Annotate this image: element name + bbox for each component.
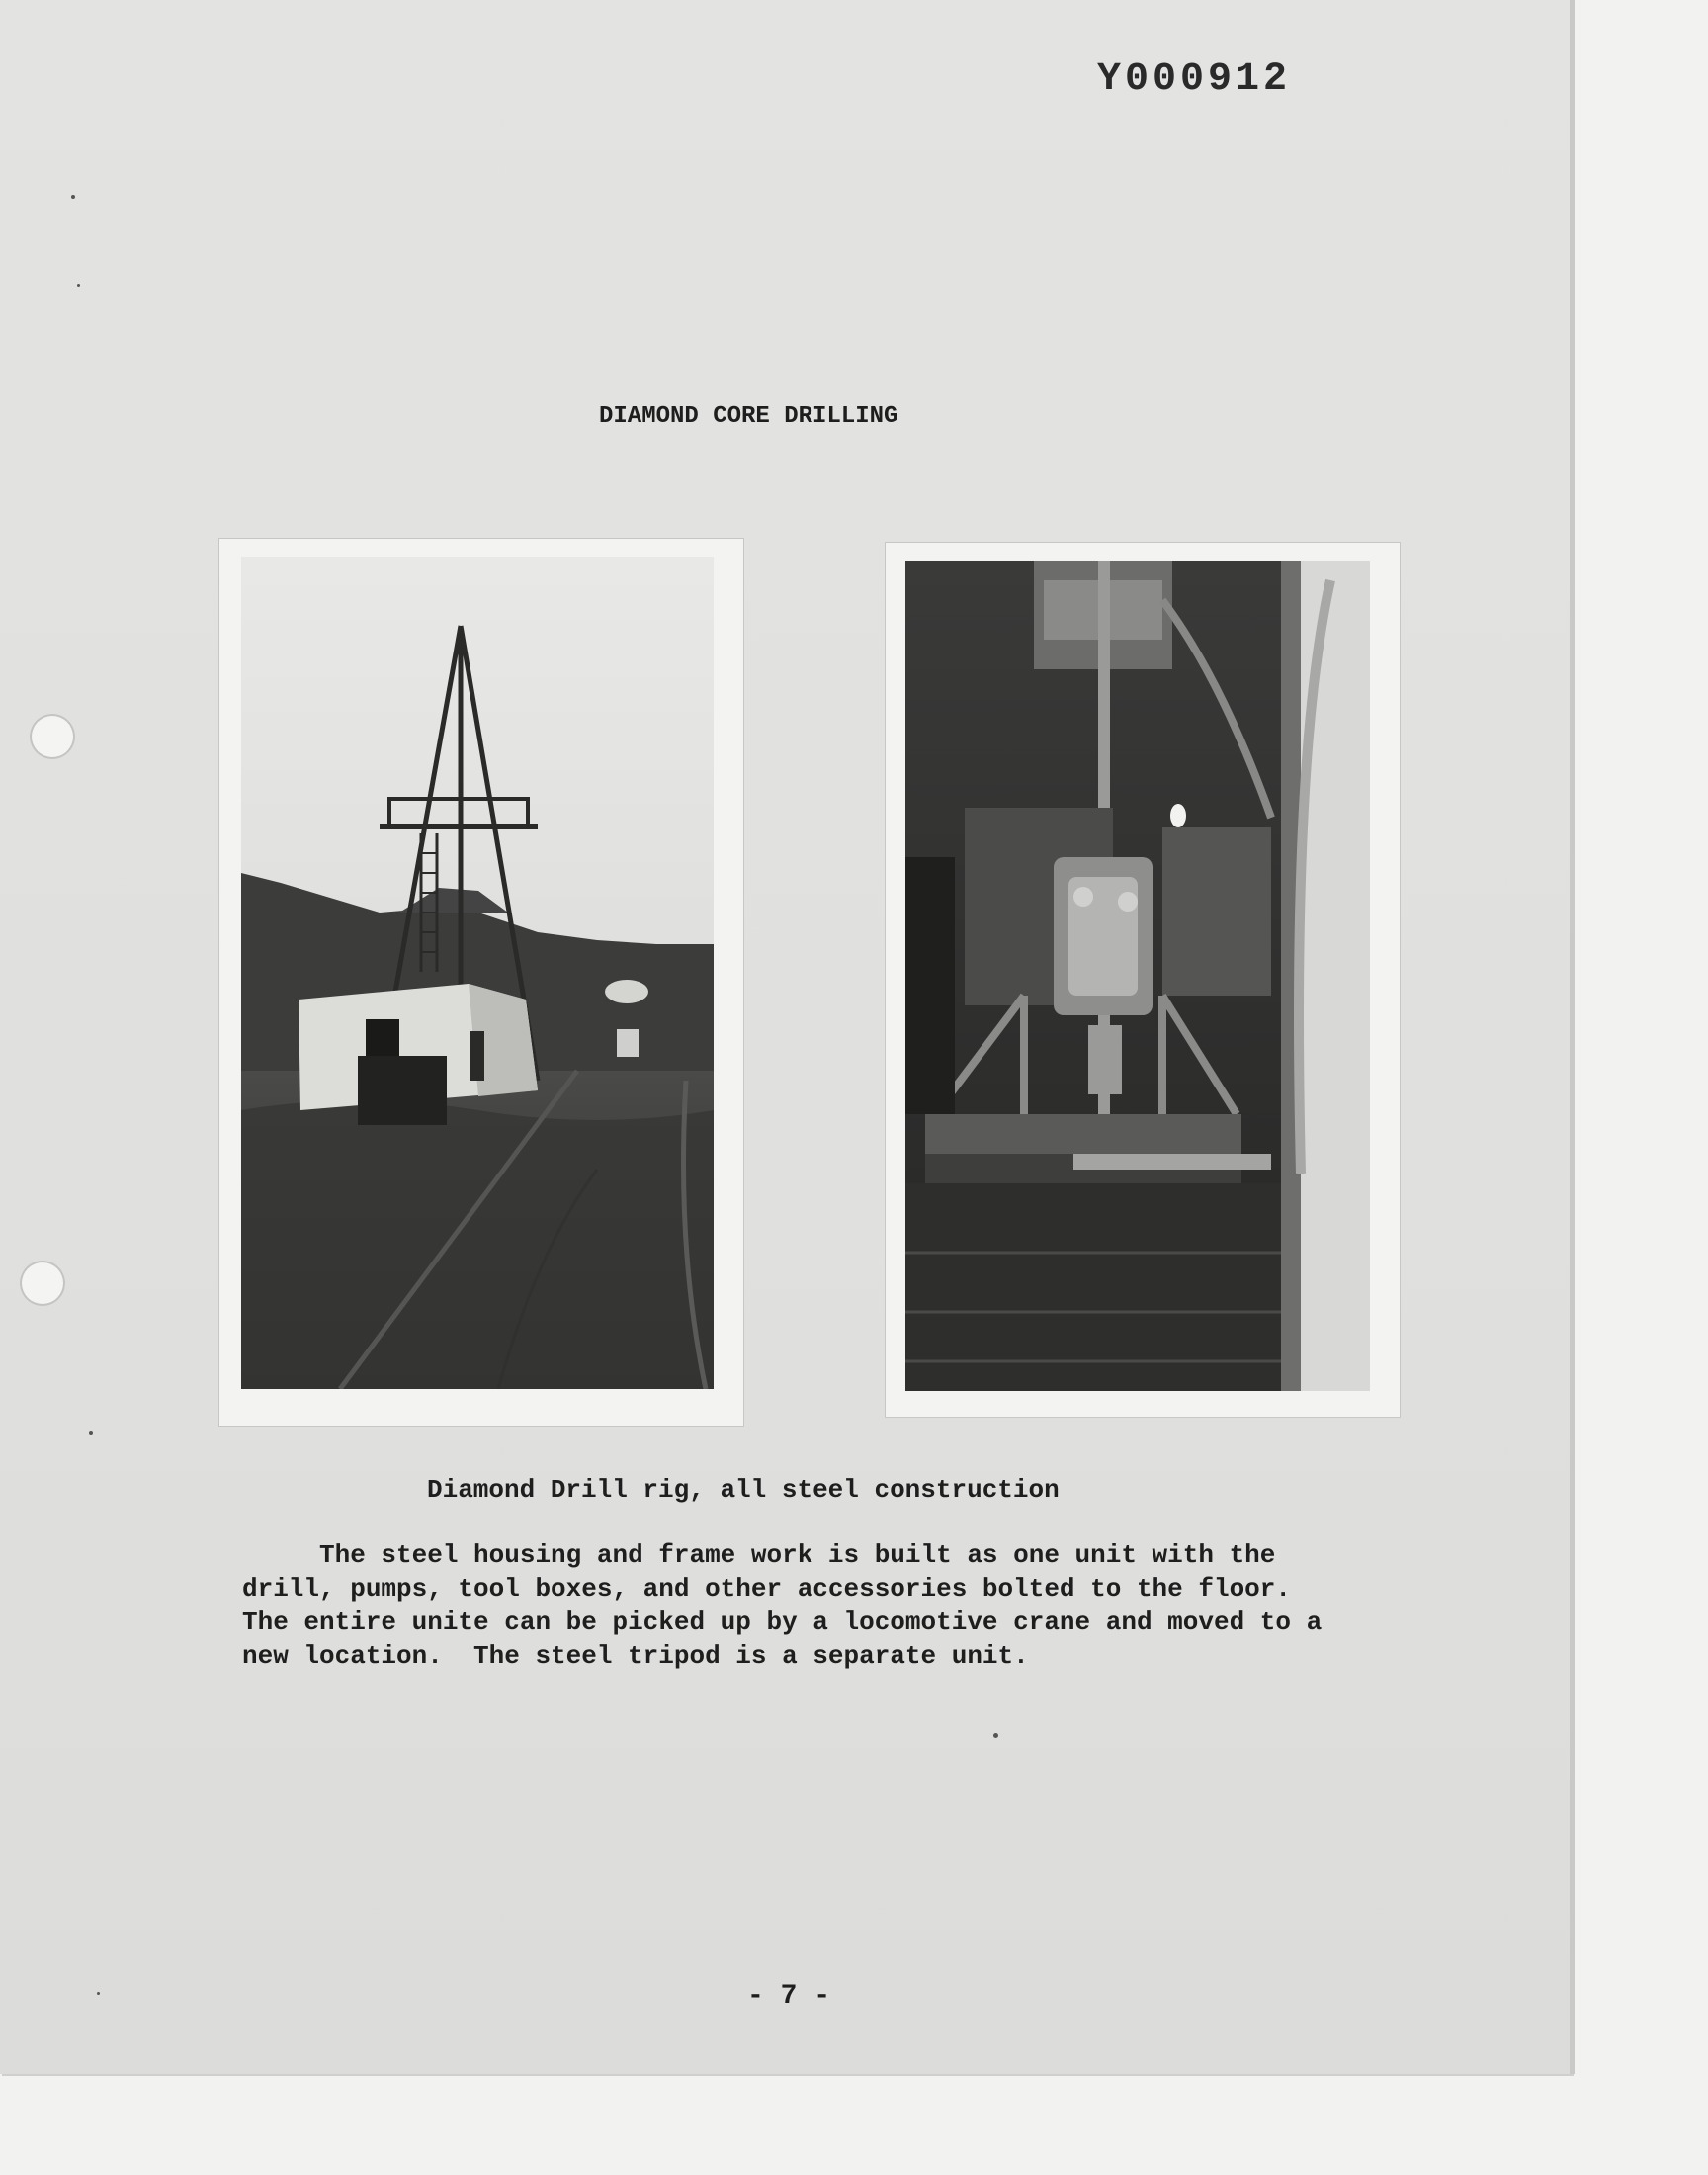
speck <box>71 195 75 199</box>
speck <box>97 1992 100 1995</box>
page-number: - 7 - <box>747 1981 831 2012</box>
punch-hole-bottom <box>20 1261 65 1306</box>
speck <box>89 1431 93 1435</box>
body-line: The entire unite can be picked up by a locomotive crane and moved to a <box>242 1608 1323 1637</box>
page-title: DIAMOND CORE DRILLING <box>599 403 898 430</box>
body-paragraph <box>242 1538 1428 1673</box>
speck <box>993 1733 998 1738</box>
photo-drill-interior <box>905 561 1370 1391</box>
photo-outdoor-drill-rig <box>241 557 714 1389</box>
document-stamp-number: Y000912 <box>1097 57 1292 102</box>
body-line: drill, pumps, tool boxes, and other accessories bolted to the floor. <box>242 1574 1291 1604</box>
photo-mount-left <box>219 539 743 1426</box>
photo-mount-right <box>886 543 1400 1417</box>
page-edge <box>1570 0 1575 2074</box>
speck <box>77 284 80 287</box>
body-line: new location. The steel tripod is a separate unit. <box>242 1641 1029 1671</box>
body-line: The steel housing and frame work is built as one unit with the <box>242 1540 1276 1570</box>
photo-caption: Diamond Drill rig, all steel construction <box>427 1475 1060 1505</box>
punch-hole-top <box>30 714 75 759</box>
